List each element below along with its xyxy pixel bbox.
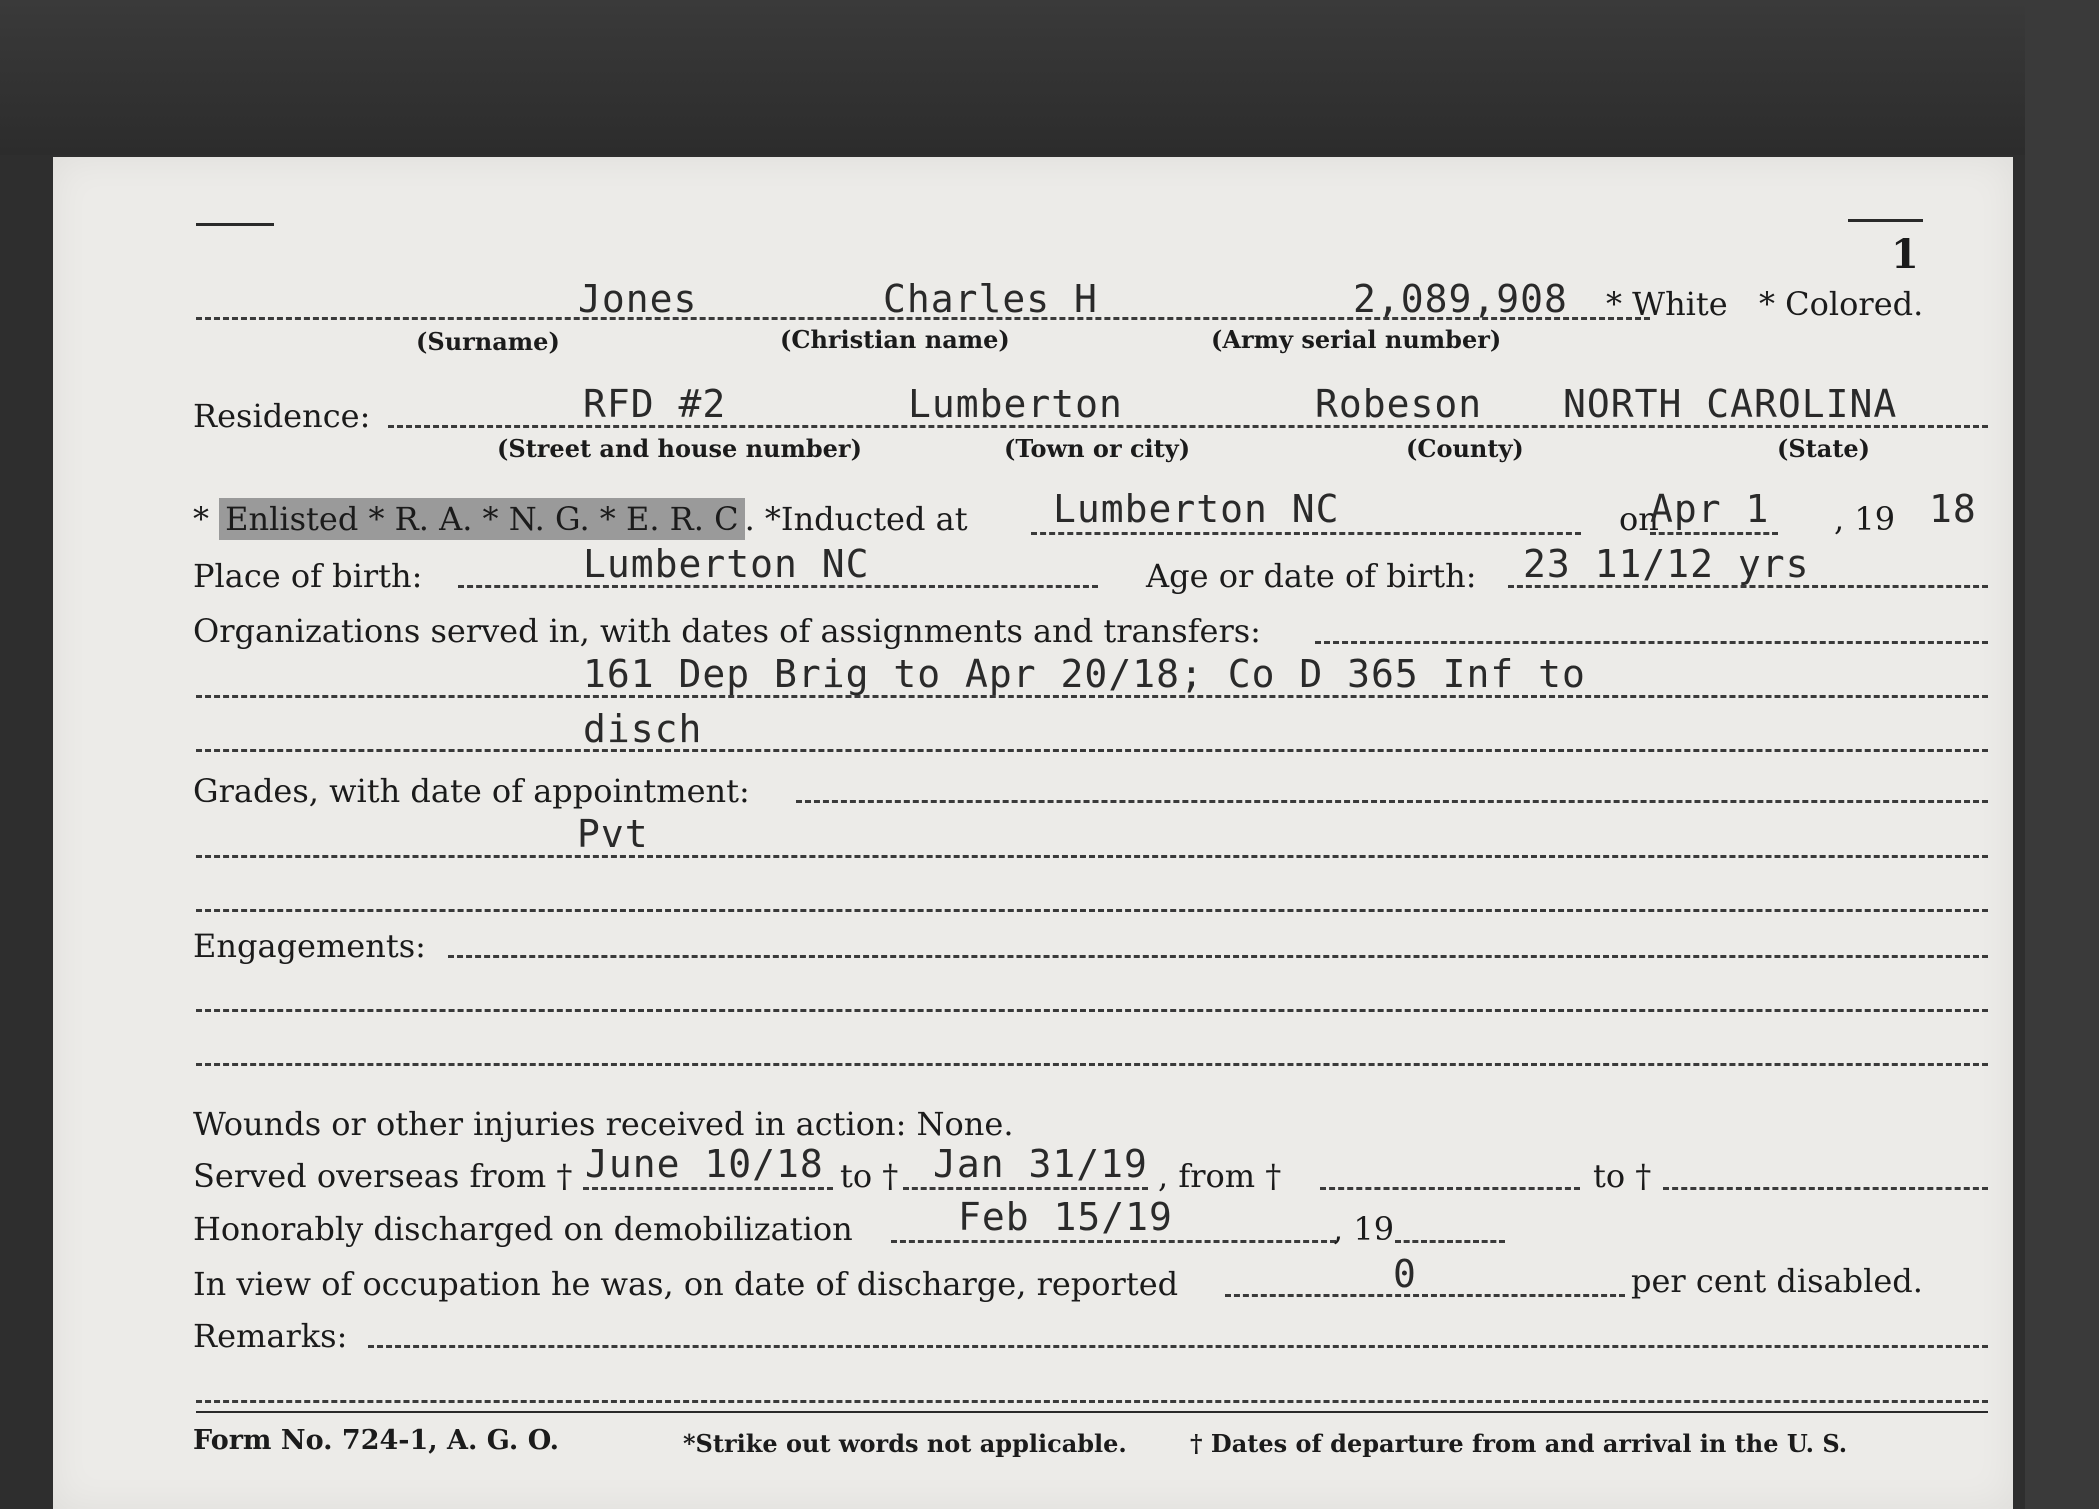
form-number: Form No. 724-1, A. G. O. (193, 1425, 560, 1456)
age-value: 23 11/12 yrs (1523, 542, 1810, 586)
state-value: NORTH CAROLINA (1563, 382, 1898, 426)
state-caption: (State) (1777, 434, 1871, 463)
corner-rule-left (196, 223, 274, 226)
overseas-label: Served overseas from † (193, 1157, 573, 1195)
disability-suffix: per cent disabled. (1631, 1262, 1923, 1300)
struck-out-enlisted: Enlisted * R. A. * N. G. * E. R. C (219, 498, 744, 540)
disability-line (1225, 1294, 1625, 1297)
christian-name-value: Charles H (883, 277, 1098, 321)
induction-year: 18 (1929, 487, 1977, 531)
christian-name-caption: (Christian name) (780, 325, 1010, 354)
enlistment-line (193, 500, 968, 538)
grades-line-2 (196, 909, 1988, 912)
grades-line-1 (196, 855, 1988, 858)
year-prefix: , 19 (1834, 500, 1896, 538)
remarks-line-0 (368, 1345, 1988, 1348)
footnote-dates: † Dates of departure from and arrival in the U. S. (1190, 1429, 1848, 1458)
age-label: Age or date of birth: (1146, 557, 1477, 595)
overseas-to2-label: to † (1593, 1157, 1652, 1195)
asterisk: * (193, 500, 209, 538)
county-value: Robeson (1315, 382, 1483, 426)
colored-option: * Colored. (1759, 285, 1924, 323)
discharge-date: Feb 15/19 (958, 1195, 1173, 1239)
white-option: * White (1606, 285, 1728, 323)
discharge-year-line (1395, 1240, 1505, 1243)
place-of-birth-label: Place of birth: (193, 557, 423, 595)
grades-label: Grades, with date of appointment: (193, 772, 750, 810)
overseas-from-line (583, 1187, 833, 1190)
discharge-label: Honorably discharged on demobilization (193, 1210, 853, 1248)
overseas-from-value: June 10/18 (585, 1142, 824, 1186)
disability-value: 0 (1393, 1252, 1417, 1296)
county-caption: (County) (1406, 434, 1524, 463)
induction-date-line (1650, 532, 1778, 535)
overseas-to2-line (1663, 1187, 1988, 1190)
serial-number-value: 2,089,908 (1353, 277, 1568, 321)
overseas-to-value: Jan 31/19 (933, 1142, 1148, 1186)
street-value: RFD #2 (583, 382, 727, 426)
scanner-background-right (2025, 0, 2099, 1509)
grade-value: Pvt (577, 812, 649, 856)
engagements-line-1 (196, 1009, 1988, 1012)
residence-label: Residence: (193, 397, 371, 435)
organizations-value-1: 161 Dep Brig to Apr 20/18; Co D 365 Inf to (583, 652, 1586, 696)
engagements-line-0 (448, 955, 1988, 958)
organizations-line-0 (1315, 641, 1988, 644)
serial-caption: (Army serial number) (1211, 325, 1502, 354)
inducted-at-value: Lumberton NC (1053, 487, 1340, 531)
inducted-line (1031, 532, 1581, 535)
overseas-to-line (903, 1187, 1148, 1190)
overseas-from2-line (1320, 1187, 1580, 1190)
engagements-label: Engagements: (193, 927, 426, 965)
footer-rule (196, 1411, 1988, 1413)
place-of-birth-value: Lumberton NC (583, 542, 870, 586)
engagements-line-2 (196, 1063, 1988, 1066)
on-label: on (1619, 500, 1659, 538)
remarks-line-1 (196, 1400, 1988, 1403)
street-caption: (Street and house number) (497, 434, 862, 463)
organizations-line-2 (196, 749, 1988, 752)
overseas-from2-label: , from † (1158, 1157, 1282, 1195)
remarks-label: Remarks: (193, 1317, 348, 1355)
footnote-strike-out: *Strike out words not applicable. (683, 1429, 1127, 1458)
corner-rule-right (1848, 219, 1923, 222)
wounds-text: Wounds or other injuries received in action: None. (193, 1105, 1014, 1143)
grades-line-0 (796, 800, 1988, 803)
organizations-value-2: disch (583, 707, 703, 751)
organizations-label: Organizations served in, with dates of assignments and transfers: (193, 612, 1261, 650)
town-value: Lumberton (908, 382, 1123, 426)
discharge-year-suffix: , 19 (1333, 1210, 1395, 1248)
disability-label: In view of occupation he was, on date of discharge, reported (193, 1265, 1179, 1303)
discharge-line (891, 1240, 1336, 1243)
surname-value: Jones (578, 277, 698, 321)
induction-date: Apr 1 (1650, 487, 1770, 531)
overseas-to-label: to † (840, 1157, 899, 1195)
page-number: 1 (1891, 231, 1919, 278)
surname-caption: (Surname) (416, 327, 560, 356)
inducted-label: . *Inducted at (744, 500, 968, 538)
town-caption: (Town or city) (1004, 434, 1191, 463)
service-record-card (53, 157, 2013, 1509)
scanner-background-top (0, 0, 2099, 155)
